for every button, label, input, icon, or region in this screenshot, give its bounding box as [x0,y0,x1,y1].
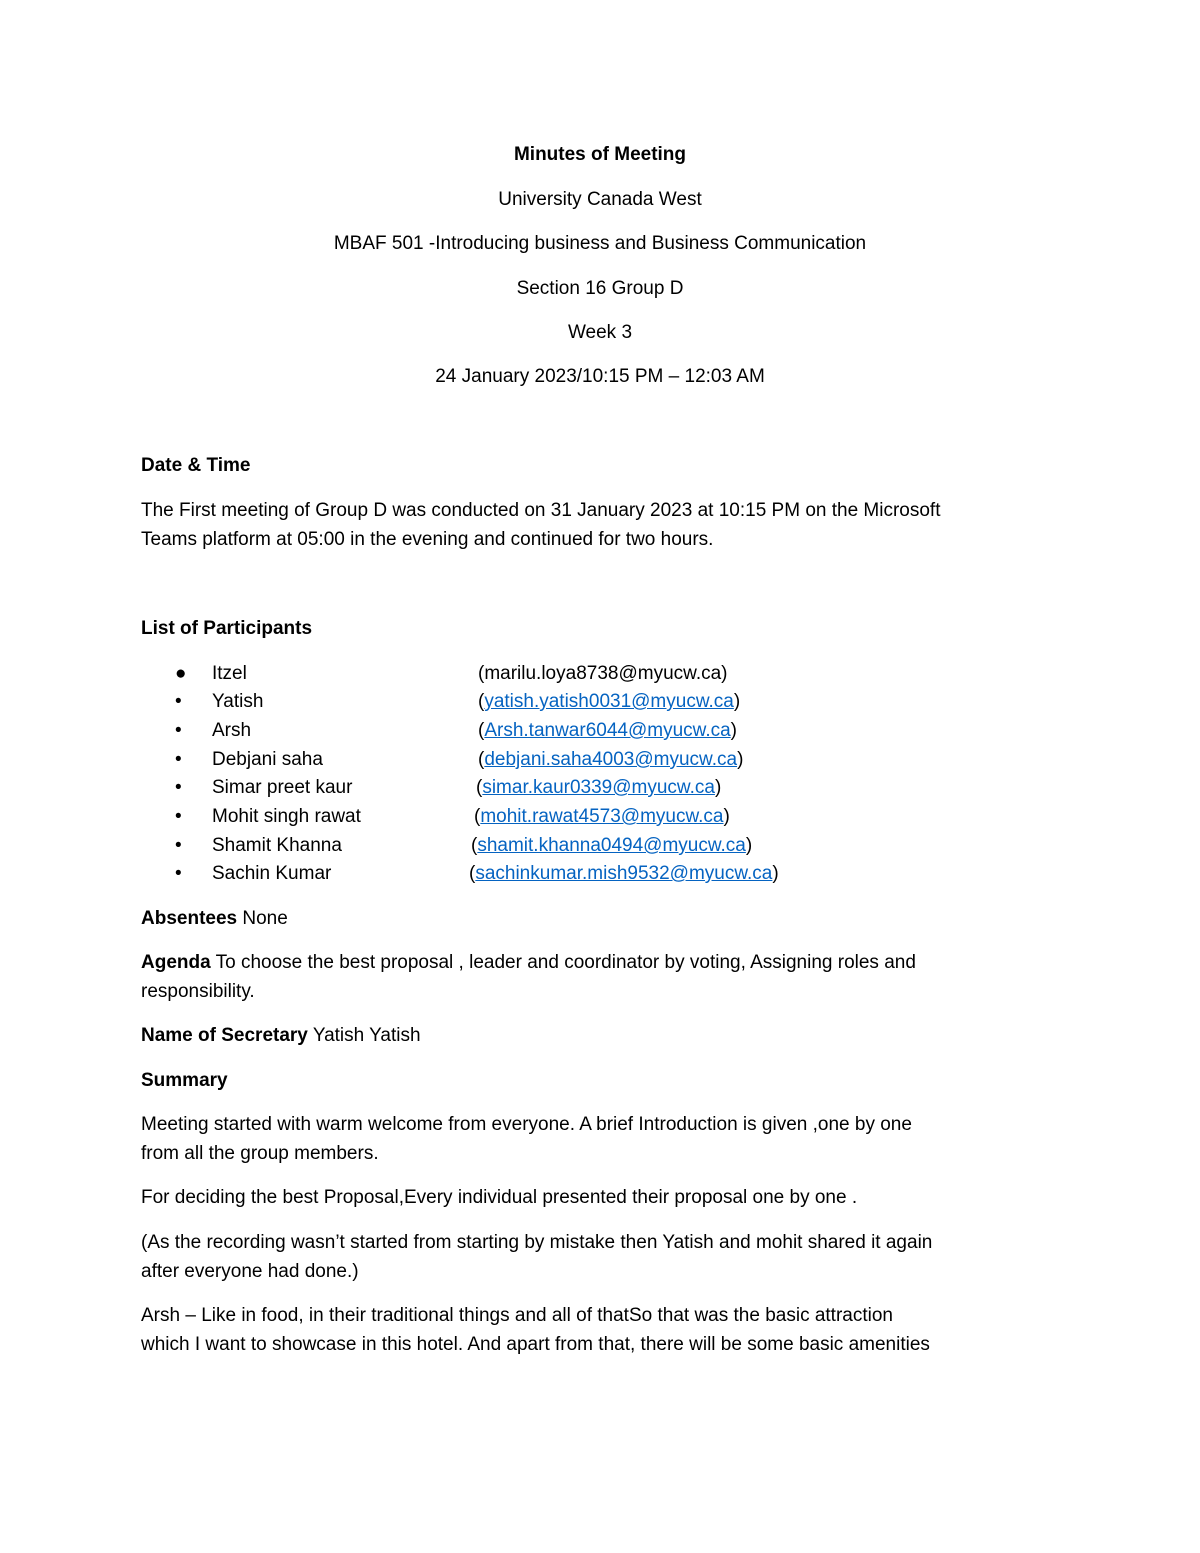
participant-name: Arsh [212,720,252,741]
summary-p1-line-2: from all the group members. [141,1143,379,1164]
bullet-icon: • [175,835,182,856]
participant-email-group [478,691,740,713]
participant-row [141,749,1061,777]
summary-p3-line-1: (As the recording wasn’t started from starting by mistake then Yatish and mohit shared it again [141,1232,933,1253]
date-time-line-1: The First meeting of Group D was conducted on 31 January 2023 at 10:15 PM on the Microsoft [141,500,941,521]
participant-email-group [478,749,743,771]
participant-name: Yatish [212,691,264,712]
agenda-line-2: responsibility. [141,981,255,1002]
secretary-label: Name of Secretary [141,1025,308,1046]
summary-p2: For deciding the best Proposal,Every individual presented their proposal one by one . [141,1187,858,1208]
close-paren: ) [723,806,730,827]
participant-email-group [476,777,721,799]
participant-email-group [478,720,737,742]
close-paren: ) [714,777,722,798]
participant-email-group [469,863,779,885]
meeting-datetime: 24 January 2023/10:15 PM – 12:03 AM [435,366,765,387]
participant-email-group [474,806,730,828]
document-title: Minutes of Meeting [513,144,687,165]
summary-p1-line-1: Meeting started with warm welcome from everyone. A brief Introduction is given ,one by one [141,1114,912,1135]
participant-name: Mohit singh rawat [212,806,361,827]
participant-name: Itzel [212,663,247,684]
bullet-icon: • [175,863,182,884]
bullet-icon: • [175,749,182,770]
open-paren: ( [471,835,478,856]
participant-row [141,835,1061,863]
close-paren: ) [745,835,753,856]
summary-p3-line-2: after everyone had done.) [141,1261,359,1282]
open-paren: ( [478,749,485,770]
participant-email-link[interactable]: debjani.saha4003@myucw.ca [484,749,738,770]
participant-name: Debjani saha [212,749,323,770]
participant-row [141,863,1061,891]
close-paren: ) [772,863,779,884]
participants-heading: List of Participants [141,618,313,639]
close-paren: ) [733,691,741,712]
open-paren: ( [474,806,481,827]
agenda-text: To choose the best proposal , leader and coordinator by voting, Assigning roles and [215,952,916,973]
summary-p4-line-1: Arsh – Like in food, in their traditional things and all of thatSo that was the basic attraction [141,1305,893,1326]
date-time-heading: Date & Time [141,455,251,476]
section-group: Section 16 Group D [516,278,684,299]
bullet-icon: • [175,806,182,827]
participant-row [141,691,1061,719]
agenda-line-1 [141,952,1061,974]
bullet-icon: • [175,691,182,712]
week-label: Week 3 [567,322,633,343]
university-name: University Canada West [498,189,702,210]
open-paren: ( [476,777,483,798]
open-paren: ( [469,863,476,884]
participant-email-group [478,663,728,685]
absentees-line [141,908,1061,930]
summary-p4-line-2: which I want to showcase in this hotel. And apart from that, there will be some basic amenities [141,1334,930,1355]
participant-name: Shamit Khanna [212,835,342,856]
open-paren: ( [478,663,485,684]
summary-heading: Summary [141,1070,228,1091]
participant-email-link[interactable]: mohit.rawat4573@myucw.ca [480,806,724,827]
participant-email-link[interactable]: shamit.khanna0494@myucw.ca [477,835,746,856]
absentees-label: Absentees [141,908,238,929]
secretary-value: Yatish Yatish [312,1025,421,1046]
participant-email-link[interactable]: yatish.yatish0031@myucw.ca [484,691,734,712]
date-time-line-2: Teams platform at 05:00 in the evening and continued for two hours. [141,529,714,550]
participant-name: Simar preet kaur [212,777,353,798]
participant-row [141,777,1061,805]
absentees-value: None [242,908,288,929]
participant-name: Sachin Kumar [212,863,332,884]
open-paren: ( [478,691,485,712]
bullet-icon: ● [175,663,187,684]
participant-row [141,663,1061,691]
participant-email-link[interactable]: simar.kaur0339@myucw.ca [482,777,715,798]
agenda-label: Agenda [141,952,211,973]
close-paren: ) [737,749,744,770]
participant-email-link[interactable]: sachinkumar.mish9532@myucw.ca [475,863,773,884]
course-name: MBAF 501 -Introducing business and Business Communication [333,233,867,254]
bullet-icon: • [175,720,182,741]
participant-row [141,720,1061,748]
close-paren: ) [730,720,737,741]
open-paren: ( [478,720,485,741]
secretary-line [141,1025,1061,1047]
participant-email-link[interactable]: Arsh.tanwar6044@myucw.ca [484,720,731,741]
participant-email: marilu.loya8738@myucw.ca [484,663,722,684]
participant-row [141,806,1061,834]
bullet-icon: • [175,777,182,798]
close-paren: ) [721,663,728,684]
participant-email-group [471,835,752,857]
